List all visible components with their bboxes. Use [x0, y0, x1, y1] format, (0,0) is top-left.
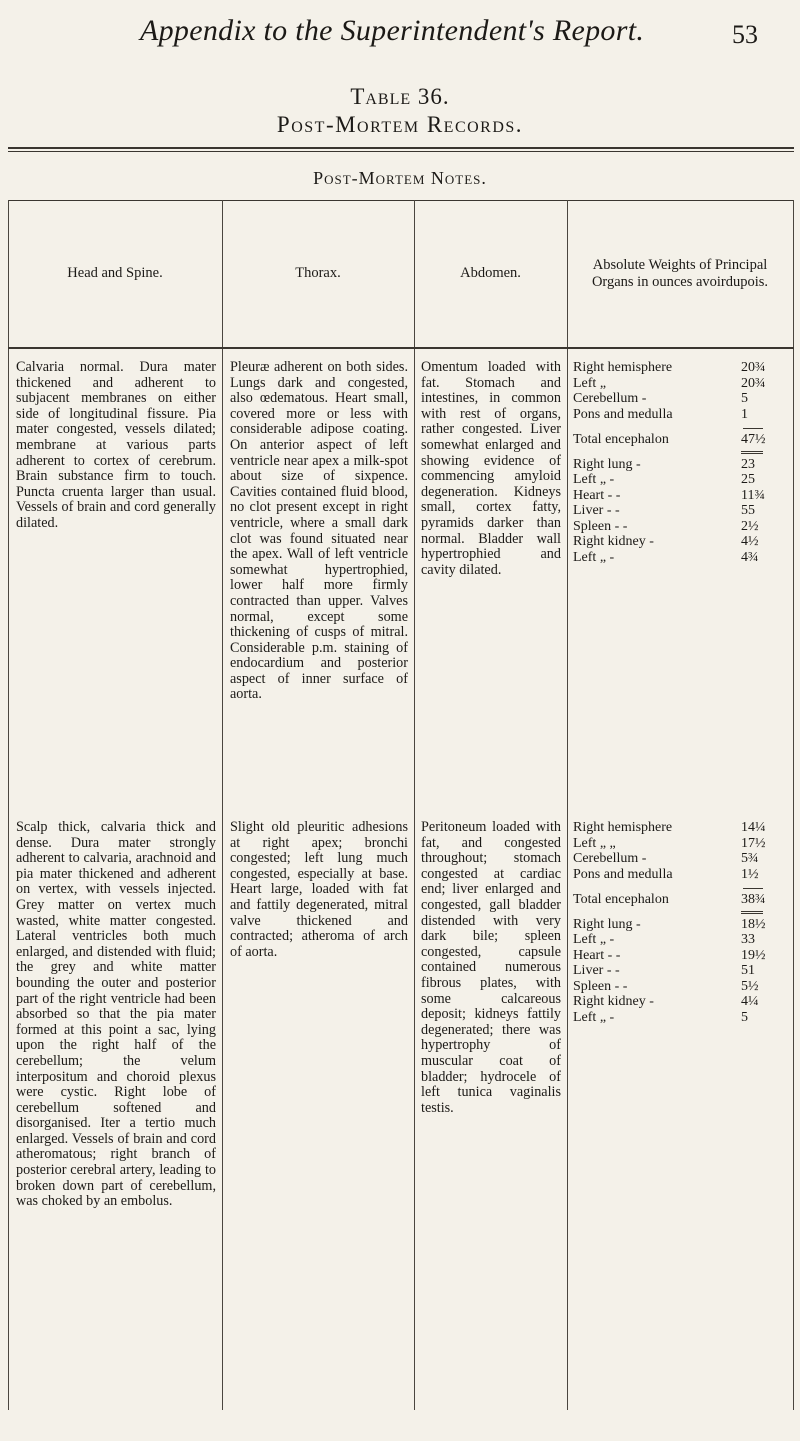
page-number: 53: [732, 20, 758, 49]
organ-weight: 4¾: [741, 549, 759, 565]
weight-row: [573, 534, 769, 550]
record-2-abdomen: Peritoneum loaded with fat, and congested throughout; stomach congested at cardiac end; liver enlarged and congested, gall bladder distended with very dark bile; spleen congested, capsule contained numerous fibrous plates, with some calcareous deposit; kidneys fattily degenerated; there was hypertrophy of muscular coat of bladder; hydrocele of left tunica vaginalis testis.: [421, 819, 561, 1116]
weight-row: [573, 1010, 769, 1026]
organ-weight: 55: [741, 503, 755, 518]
organ-weight: 18½: [741, 916, 766, 932]
organ-name: Spleen - -: [573, 978, 628, 994]
sum-rule: [743, 422, 763, 429]
organ-weight: 5½: [741, 978, 759, 994]
organ-weight: 11¾: [741, 487, 765, 503]
organ-name: Right hemisphere: [573, 820, 673, 835]
organ-name: Left „ -: [573, 1009, 615, 1025]
total-double-rule: [741, 448, 763, 454]
total-row: [573, 432, 769, 448]
organ-name: Right kidney -: [573, 994, 654, 1009]
organ-name: Right lung -: [573, 456, 641, 472]
organ-name: Right kidney -: [573, 534, 654, 549]
organ-name: Total encephalon: [573, 432, 669, 447]
organ-weight: 17½: [741, 835, 766, 851]
weight-row: [573, 963, 769, 979]
organ-name: Left „ -: [573, 932, 615, 947]
organ-weight: 25: [741, 472, 755, 487]
weight-row: [573, 932, 769, 948]
organ-name: Heart - -: [573, 947, 621, 963]
column-divider: [8, 200, 9, 1410]
total-double-rule: [741, 908, 763, 914]
column-header-thorax: Thorax.: [295, 265, 341, 281]
organ-weight: 5: [741, 1009, 748, 1025]
weight-row: [573, 979, 769, 995]
weight-row: [573, 457, 769, 473]
organ-weight: 20¾: [741, 360, 766, 375]
organ-weight: 33: [741, 932, 755, 947]
group-heading: Post-Mortem Notes.: [313, 168, 487, 188]
record-1-abdomen: Omentum loaded with fat. Stomach and intestines, in common with rest of organs, rather congested. Liver somewhat enlarged and showing evidence of commencing amyloid degeneration. Kidneys small, cortex fatty, pyramids darker than normal. Bladder wall hypertrophied and cavity dilated.: [421, 359, 561, 578]
organ-name: Cerebellum -: [573, 851, 647, 866]
total-row: [573, 892, 769, 908]
organ-name: Pons and medulla: [573, 406, 673, 422]
organ-name: Left „ „: [573, 835, 616, 851]
organ-name: Liver - -: [573, 503, 620, 518]
weight-row: [573, 836, 769, 852]
weight-row: [573, 376, 769, 392]
organ-weight: 38¾: [741, 892, 766, 907]
page-header: [0, 6, 800, 56]
organ-name: Pons and medulla: [573, 866, 673, 882]
organ-weight: 1: [741, 406, 748, 422]
weight-row: [573, 503, 769, 519]
column-divider: [414, 200, 415, 1410]
record-2-thorax: Slight old pleuritic adhesions at right apex; bronchi congested; left lung much congested, especially at base. Heart large, loaded with fat and fattily degenerated, mitral valve thickened and contracted; atheroma of arch of aorta.: [230, 819, 408, 960]
organ-name: Right hemisphere: [573, 360, 673, 375]
organ-name: Right lung -: [573, 916, 641, 932]
organ-weight: 47½: [741, 432, 766, 447]
weight-row: [573, 917, 769, 933]
column-divider: [793, 200, 794, 1410]
organ-weight: 51: [741, 963, 755, 978]
weight-row: [573, 948, 769, 964]
header-bottom-rule: [8, 347, 794, 349]
weight-row: [573, 472, 769, 488]
weight-row: [573, 994, 769, 1010]
organ-name: Cerebellum -: [573, 391, 647, 406]
record-2-head-and-spine: Scalp thick, calvaria thick and dense. Dura mater strongly adherent to calvaria, arachnoid and pia mater thickened and adherent on vertex, with vessels injected. Grey matter on vertex much wasted, white matter congested. Lateral ventricles both much enlarged, and distended with fluid; the grey and white matter bounding the outer and posterior part of the right ventricle had been absorbed so that the pia mater formed at this point a sac, lying upon the right half of the cerebellum; the velum interpositum and choroid plexus were cystic. Right lobe of cerebellum softened and disorganised. Iter a tertio much enlarged. Vessels of brain and cord atheromatous; right branch of posterior cerebral artery, leading to broken down part of cerebellum, was choked by an embolus.: [16, 819, 216, 1210]
organ-name: Liver - -: [573, 963, 620, 978]
weight-row: [573, 851, 769, 867]
weight-row: [573, 391, 769, 407]
record-1-head-and-spine: Calvaria normal. Dura mater thickened and adherent to subjacent membranes on either side of longitudinal fissure. Pia mater congested, vessels dilated; membrane at various parts adherent to cortex of cerebrum. Brain substance firm to touch. Puncta cruenta larger than usual. Vessels of brain and cord generally dilated.: [16, 359, 216, 531]
table-title: Post-Mortem Records.: [276, 112, 524, 137]
organ-weight: 2½: [741, 518, 759, 534]
organ-name: Left „ -: [573, 472, 615, 487]
organ-weight: 23: [741, 456, 755, 472]
weight-row: [573, 488, 769, 504]
weight-row: [573, 820, 769, 836]
sum-rule: [743, 882, 763, 889]
organ-weight: 4½: [741, 534, 759, 549]
organ-weight: 19½: [741, 947, 766, 963]
organ-weight: 14¼: [741, 820, 766, 835]
organ-name: Spleen - -: [573, 518, 628, 534]
organ-name: Left „ -: [573, 549, 615, 565]
weight-row: [573, 360, 769, 376]
column-header-head: Head and Spine.: [67, 265, 163, 281]
column-header-abdomen: Abdomen.: [460, 265, 521, 281]
column-divider: [567, 200, 568, 1410]
record-1-thorax: Pleuræ adherent on both sides. Lungs dark and congested, also œdematous. Heart small, covered more or less with considerable adipose coating. On anterior aspect of left ventricle near apex a milk-spot about size of sixpence. Cavities contained fluid blood, no clot present except in right ventricle, where a small dark clot was found situated near the apex. Wall of left ventricle somewhat hypertrophied, lower half more firmly contracted than upper. Valves normal, except some thickening of cusps of mitral. Considerable p.m. staining of endocardium and posterior aspect of inner surface of aorta.: [230, 359, 408, 703]
weight-row: [573, 867, 769, 883]
record-2-organ-weights: [573, 820, 769, 1025]
table-number: Table 36.: [350, 84, 450, 109]
column-header-weights: Absolute Weights of Principal Organs in ounces avoirdupois.: [591, 256, 769, 290]
weight-row: [573, 407, 769, 423]
organ-name: Left „: [573, 375, 607, 391]
column-divider: [222, 200, 223, 1410]
weight-row: [573, 550, 769, 566]
organ-name: Total encephalon: [573, 892, 669, 907]
table-top-rule-inner: [8, 151, 794, 152]
running-title: Appendix to the Superintendent's Report.: [140, 14, 645, 47]
record-1-organ-weights: [573, 360, 769, 565]
organ-name: Heart - -: [573, 487, 621, 503]
organ-weight: 1½: [741, 866, 759, 882]
table-top-rule: [8, 147, 794, 149]
organ-weight: 5¾: [741, 851, 759, 866]
organ-weight: 4¼: [741, 994, 759, 1009]
organ-weight: 20¾: [741, 375, 766, 391]
organ-weight: 5: [741, 391, 748, 406]
weight-row: [573, 519, 769, 535]
